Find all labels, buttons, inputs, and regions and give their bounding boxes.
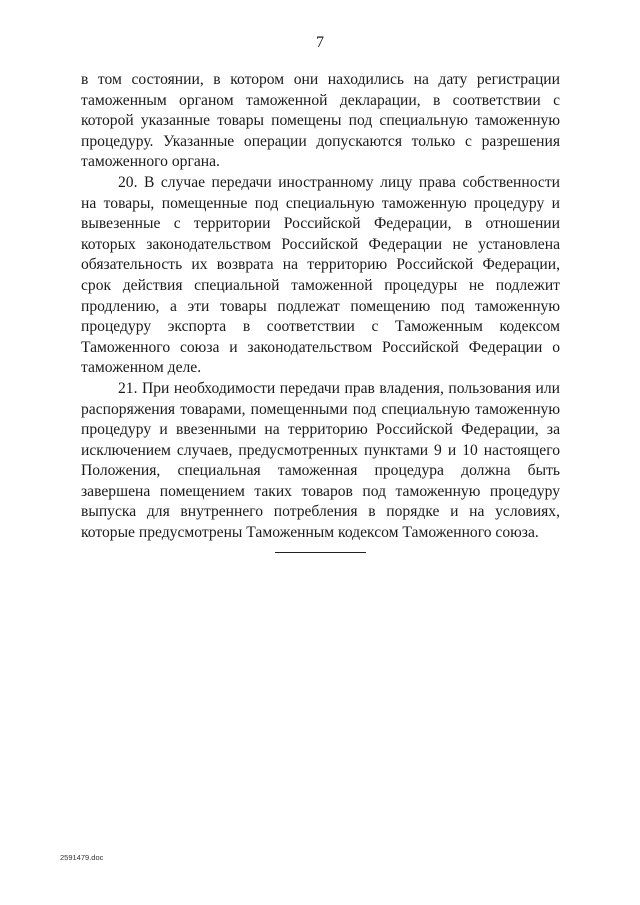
page-number: 7 — [316, 34, 324, 51]
document-body — [81, 70, 560, 544]
footer-filename: 2591479.doc — [60, 853, 104, 862]
paragraph-20: 20. В случае передачи иностранному лицу права собственности на товары, помещенные под специальную таможенную процедуру и вывезенные с территории Российской Федерации, в отношении которых законодательством Российской Федерации не установлена обязательность их возврата на территорию Российской Федерации, срок действия специальной таможенной процедуры не подлежит продлению, а эти товары подлежат помещению под таможенную процедуру экспорта в соответствии с Таможенным кодексом Таможенного союза и законодательством Российской Федерации о таможенном деле. — [81, 173, 560, 377]
paragraph-continuation: в том состоянии, в котором они находились на дату регистрации таможенным органом таможенной декларации, в соответствии с которой указанные товары помещены под специальную таможенную процедуру. Указанные операции допускаются только с разрешения таможенного органа. — [81, 71, 560, 171]
end-divider — [275, 552, 366, 553]
paragraph-21: 21. При необходимости передачи прав владения, пользования или распоряжения товарами, помещенными под специальную таможенную процедуру и ввезенными на территорию Российской Федерации, за исключением случаев, предусмотренных пунктами 9 и 10 настоящего Положения, специальная таможенная процедура должна быть завершена помещением таких товаров под таможенную процедуру выпуска для внутреннего потребления в порядке и на условиях, которые предусмотрены Таможенным кодексом Таможенного союза. — [81, 379, 560, 542]
